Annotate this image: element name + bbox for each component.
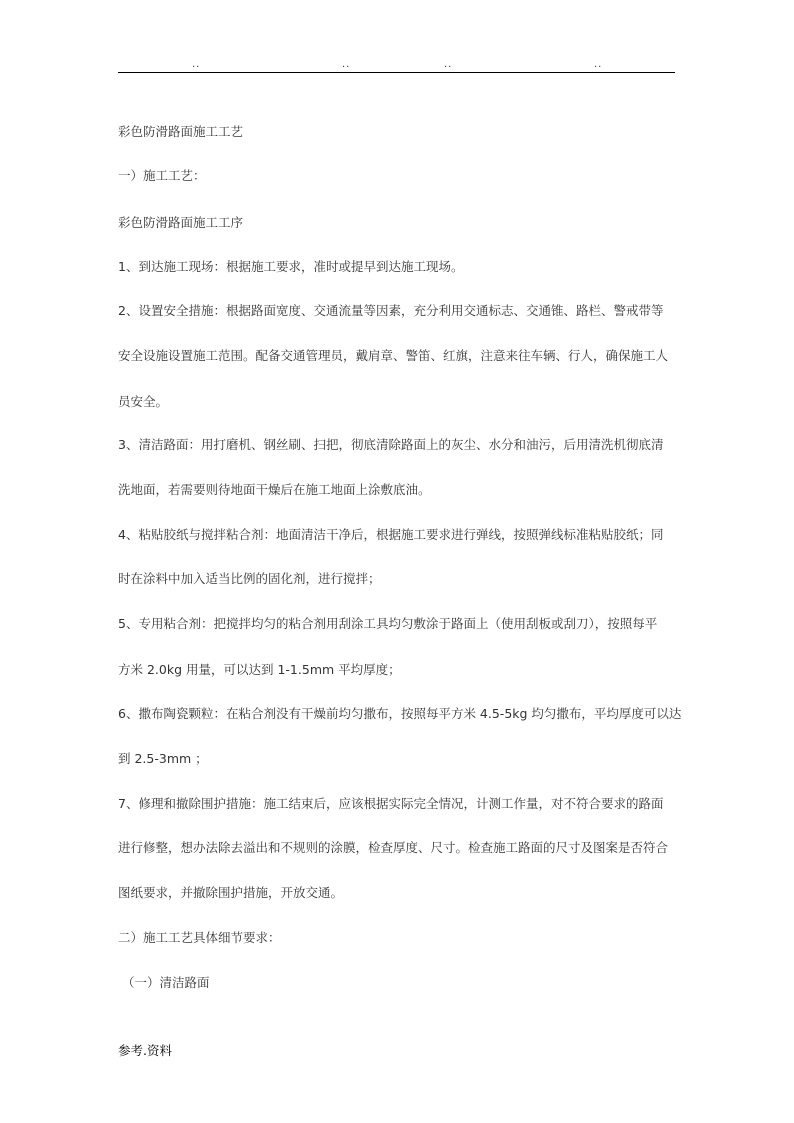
header-mark: .. [192, 59, 201, 70]
paragraph-line: 洗地面，若需要则待地面干燥后在施工地面上涂敷底油。 [118, 482, 431, 497]
paragraph-line: 图纸要求，并撤除围护措施，开放交通。 [118, 885, 344, 900]
paragraph-line: 7、修理和撤除围护措施：施工结束后，应该根据实际完全情况，计测工作量，对不符合要求的路面 [118, 796, 664, 811]
section1-subheading: 彩色防滑路面施工工序 [118, 215, 244, 230]
paragraph-line: 员安全。 [118, 394, 169, 409]
paragraph-line: 6、撒布陶瓷颗粒：在粘合剂没有干燥前均匀撒布，按照每平方米 4.5-5kg 均匀撒布，平均厚度可以达 [118, 706, 682, 721]
header-mark: .. [594, 59, 603, 70]
section2-heading: 二）施工工艺具体细节要求： [118, 930, 281, 945]
paragraph-line: 2、设置安全措施：根据路面宽度、交通流量等因素，充分利用交通标志、交通锥、路栏、警戒带等 [118, 303, 664, 318]
paragraph-line: 到 2.5-3mm ； [118, 751, 208, 766]
paragraph-line: 进行修整，想办法除去溢出和不规则的涂膜，检查厚度、尺寸。检查施工路面的尺寸及图案是否符合 [118, 840, 669, 855]
paragraph-line: 1、到达施工现场：根据施工要求，准时或提早到达施工现场。 [118, 259, 464, 274]
paragraph-line: 时在涂料中加入适当比例的固化剂，进行搅拌； [118, 571, 381, 586]
paragraph-line: 3、清洁路面：用打磨机、钢丝刷、扫把，彻底清除路面上的灰尘、水分和油污，后用清洗机彻底清 [118, 437, 664, 452]
paragraph-line: 安全设施设置施工范围。配备交通管理员，戴肩章、警笛、红旗，注意来往车辆、行人，确保施工人 [118, 348, 669, 363]
header-marks [0, 60, 794, 72]
section1-heading: 一）施工工艺： [118, 168, 206, 183]
paragraph-line: 方米 2.0kg 用量，可以达到 1-1.5mm 平均厚度； [118, 662, 401, 677]
section2-subheading: （一）清洁路面 [122, 975, 210, 990]
header-mark: .. [342, 59, 351, 70]
header-mark: .. [444, 59, 453, 70]
paragraph-line: 5、专用粘合剂：把搅拌均匀的粘合剂用刮涂工具均匀敷涂于路面上（使用刮板或刮刀），按照每平 [118, 616, 658, 631]
paragraph-line: 4、粘贴胶纸与搅拌粘合剂：地面清洁干净后，根据施工要求进行弹线，按照弹线标准粘贴胶纸；同 [118, 527, 664, 542]
document-title: 彩色防滑路面施工工艺 [118, 124, 244, 139]
header-rule [118, 72, 675, 73]
page-footer: 参考.资料 [118, 1043, 172, 1058]
